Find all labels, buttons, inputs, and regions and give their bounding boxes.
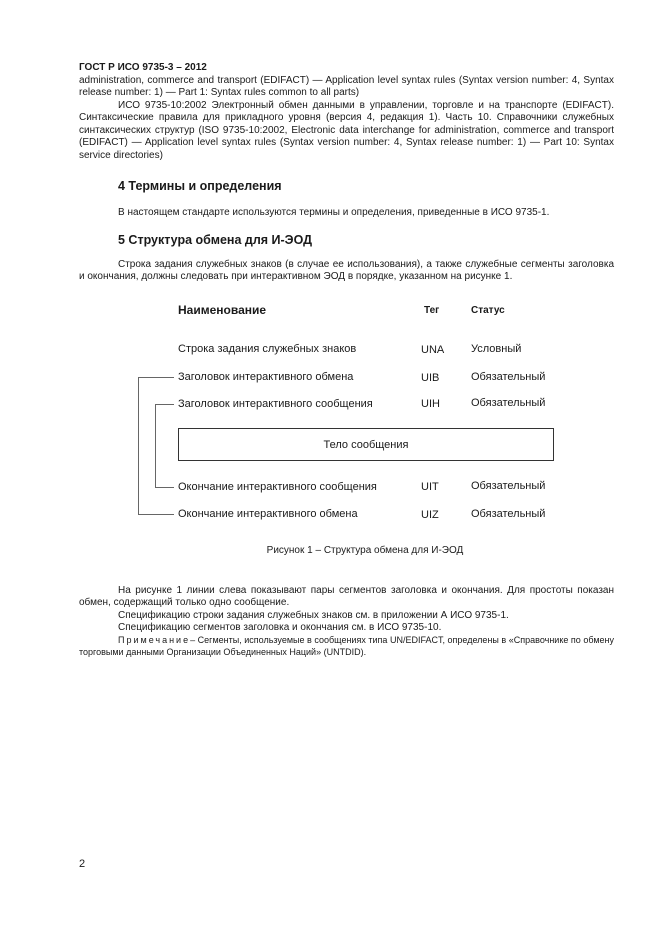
section-5-heading: 5 Структура обмена для И-ЭОД	[118, 233, 313, 247]
row-una-name: Строка задания служебных знаков	[178, 343, 357, 355]
row-una-status: Условный	[471, 343, 522, 355]
row-uit-name: Окончание интерактивного сообщения	[178, 481, 377, 493]
row-uit-status: Обязательный	[471, 480, 546, 492]
column-status-header: Статус	[471, 305, 505, 316]
row-uib-name: Заголовок интерактивного обмена	[178, 371, 354, 383]
document-header: ГОСТ Р ИСО 9735-3 – 2012	[79, 62, 207, 73]
row-uih-tag: UIH	[421, 398, 440, 410]
after-figure-paragraph-3: Спецификацию сегментов заголовка и окончания см. в ИСО 9735-10.	[118, 622, 442, 633]
column-name-header: Наименование	[178, 303, 267, 317]
reference-part1-continuation: administration, commerce and transport (EDIFACT) — Application level syntax rules (Syntax version number: 4, Syntax release number: 1) — Part 1: Syntax rules common to all parts)	[79, 75, 614, 99]
row-uiz-name: Окончание интерактивного обмена	[178, 508, 358, 520]
row-uiz-tag: UIZ	[421, 509, 439, 521]
row-uih-name: Заголовок интерактивного сообщения	[178, 398, 373, 410]
row-uih-status: Обязательный	[471, 397, 546, 409]
note-text: – Сегменты, используемые в сообщениях типа UN/EDIFACT, определены в «Справочнике по обмену торговыми данными Организации Объединенных Наций» (UNTDID).	[79, 635, 614, 657]
section-5-text: Строка задания служебных знаков (в случае ее использования), а также служебные сегменты заголовка и окончания, должны следовать при интерактивном ЭОД в порядке, указанном на рисунке 1.	[79, 259, 614, 283]
message-body-box	[178, 428, 554, 461]
note	[79, 635, 614, 658]
after-figure-paragraph-1: На рисунке 1 линии слева показывают пары сегментов заголовка и окончания. Для простоты показан обмен, содержащий только одно сообщение.	[79, 585, 614, 609]
row-uit-tag: UIT	[421, 481, 439, 493]
row-uib-tag: UIB	[421, 372, 440, 384]
row-uiz-status: Обязательный	[471, 508, 546, 520]
reference-part10: ИСО 9735-10:2002 Электронный обмен данными в управлении, торговле и на транспорте (EDIFACT). Синтаксические правила для прикладного уровня (версия 4, редакция 1). Часть 10. Справочники служебных синтаксических структур (ISO 9735-10:2002, Electronic data interchange for administration, commerce and transport (EDIFACT) — Application level syntax rules (Syntax version number: 4, Syntax release number: 1) — Part 10: Syntax service directories)	[79, 100, 614, 161]
message-body-label: Тело сообщения	[323, 438, 409, 451]
row-uib-status: Обязательный	[471, 371, 546, 383]
after-figure-paragraph-2: Спецификацию строки задания служебных знаков см. в приложении А ИСО 9735-1.	[118, 610, 509, 621]
row-una-tag: UNA	[421, 344, 445, 356]
section-4-heading: 4 Термины и определения	[118, 179, 282, 193]
section-4-text: В настоящем стандарте используются термины и определения, приведенные в ИСО 9735-1.	[118, 207, 550, 218]
figure-caption: Рисунок 1 – Структура обмена для И-ЭОД	[266, 545, 464, 556]
column-tag-header: Тег	[424, 305, 440, 316]
page-number: 2	[79, 858, 86, 870]
note-label: Примечание	[118, 635, 191, 645]
